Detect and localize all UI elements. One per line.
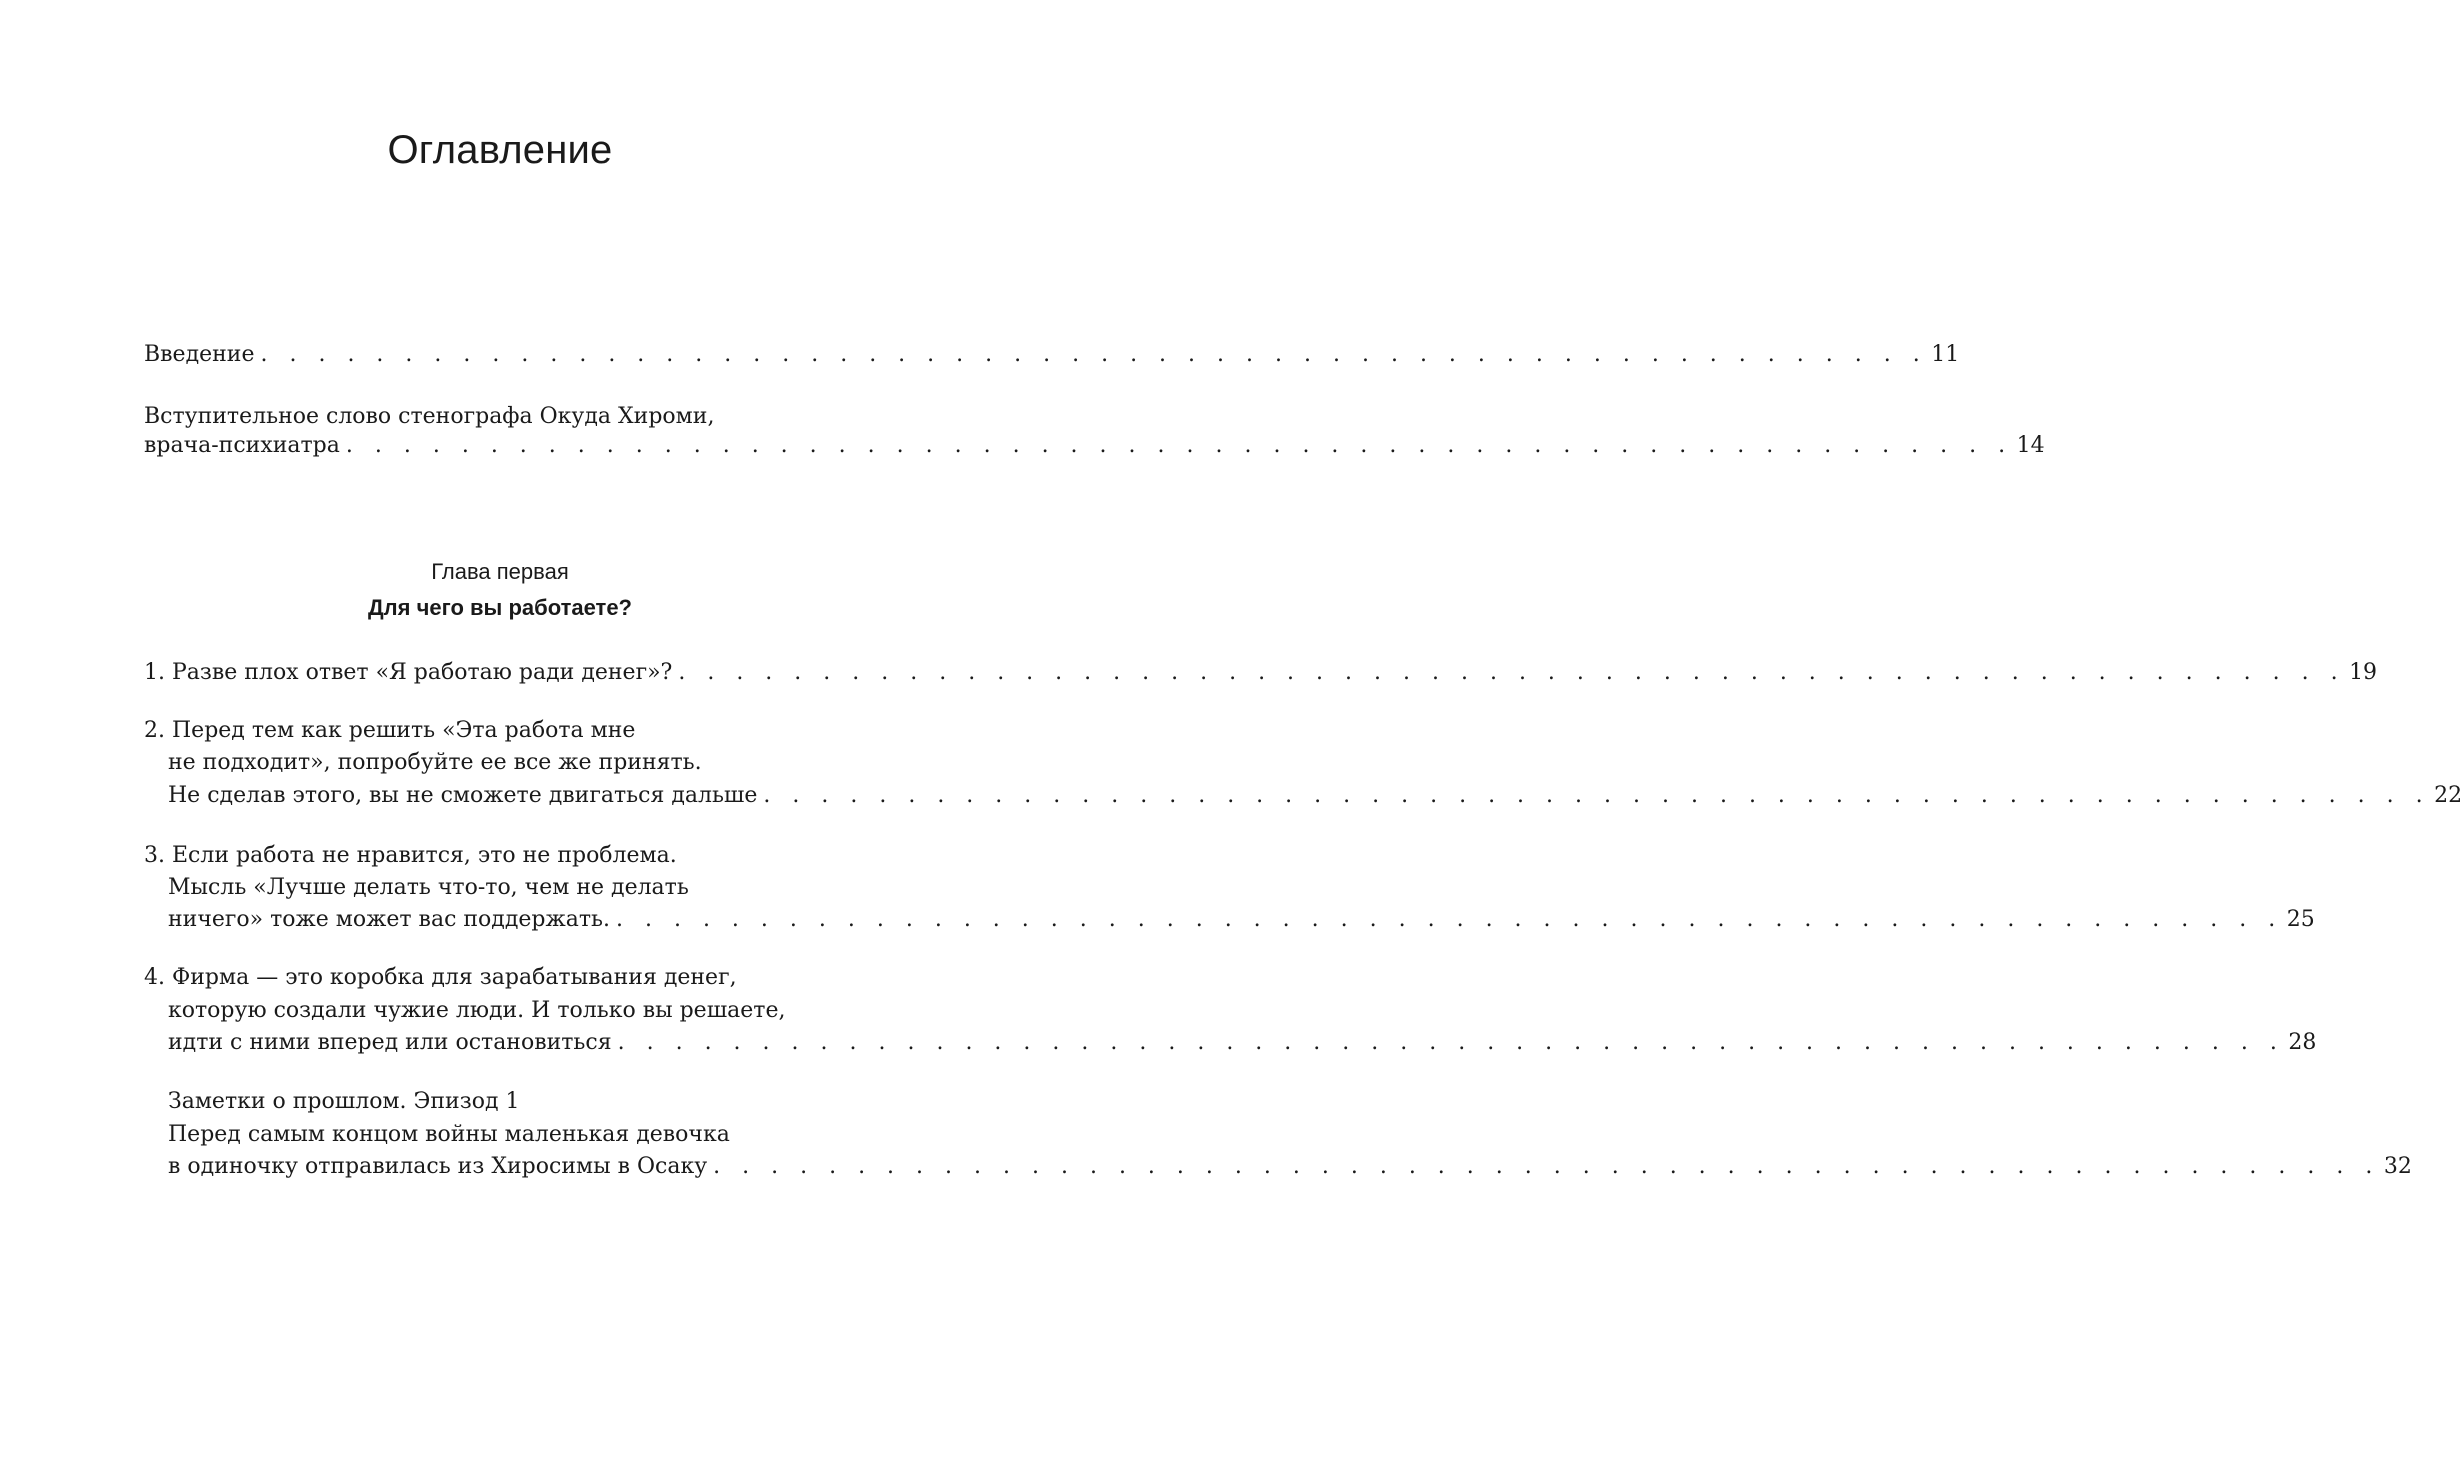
dot-leader: . . . . . . . . . . . . . . . . . . . . . . . . . . . . . . . . . . . . . . . . . . . . . . . . . . . . . . . . . . — [615, 907, 2283, 932]
toc-page-number: 11 — [1931, 342, 1960, 367]
toc-entry-4-line[interactable]: которую создали чужие люди. И только вы решаете, — [168, 998, 786, 1023]
toc-entry-2-line[interactable]: не подходит», попробуйте ее все же принять. — [168, 750, 702, 775]
toc-episode-line[interactable]: Перед самым концом войны маленькая девочка — [168, 1122, 730, 1147]
toc-page-number: 22 — [2434, 783, 2462, 808]
dot-leader: . . . . . . . . . . . . . . . . . . . . . . . . . . . . . . . . . . . . . . . . . . . . . . . . . . . . . . . . . . — [345, 433, 2013, 458]
toc-entry-foreword-line[interactable]: Вступительное слово стенографа Окуда Хироми, — [144, 404, 715, 429]
dot-leader: . . . . . . . . . . . . . . . . . . . . . . . . . . . . . . . . . . . . . . . . . . . . . . . . . . . . . . . . . . — [713, 1154, 2380, 1179]
toc-page-number: 28 — [2288, 1030, 2317, 1055]
dot-leader: . . . . . . . . . . . . . . . . . . . . . . . . . . . . . . . . . . . . . . . . . . . . . . . . . . . . . . . . . . — [678, 660, 2346, 685]
toc-entry-4-line[interactable]: 4. Фирма — это коробка для зарабатывания денег, — [144, 965, 737, 990]
dot-leader: . . . . . . . . . . . . . . . . . . . . . . . . . . . . . . . . . . . . . . . . . . . . . . . . . . . . . . . . . . — [617, 1030, 2285, 1055]
toc-episode-1[interactable] — [168, 1152, 2412, 1182]
toc-entry-title: идти с ними вперед или остановиться — [168, 1030, 612, 1055]
toc-entry-title: 1. Разве плох ответ «Я работаю ради денег»? — [144, 660, 673, 685]
chapter-title: Для чего вы работаете? — [367, 595, 632, 620]
toc-entry-title: ничего» тоже может вас поддержать. — [168, 907, 610, 932]
toc-page-number: 19 — [2349, 660, 2378, 685]
dot-leader: . . . . . . . . . . . . . . . . . . . . . . . . . . . . . . . . . . . . . . . . . . . . . . . . . . . . . . . . . . — [763, 783, 2431, 808]
toc-entry-3-line[interactable]: 3. Если работа не нравится, это не проблема. — [144, 843, 677, 868]
toc-entry-1[interactable] — [144, 658, 2378, 688]
toc-entry-title: Не сделав этого, вы не сможете двигаться дальше — [168, 783, 758, 808]
toc-entry-title: в одиночку отправилась из Хиросимы в Осаку — [168, 1154, 708, 1179]
toc-page-number: 14 — [2016, 433, 2045, 458]
toc-page-number: 25 — [2286, 907, 2315, 932]
toc-entry-3-line[interactable]: Мысль «Лучше делать что-то, чем не делать — [168, 875, 689, 900]
toc-page-number: 32 — [2383, 1154, 2412, 1179]
toc-entry-title: Введение — [144, 342, 255, 367]
toc-entry-3[interactable] — [168, 905, 2315, 935]
toc-episode-line[interactable]: Заметки о прошлом. Эпизод 1 — [168, 1089, 520, 1114]
page-title: Оглавление — [387, 128, 613, 172]
toc-entry-title: врача-психиатра — [144, 433, 340, 458]
toc-entry-2-line[interactable]: 2. Перед тем как решить «Эта работа мне — [144, 718, 636, 743]
dot-leader: . . . . . . . . . . . . . . . . . . . . . . . . . . . . . . . . . . . . . . . . . . . . . . . . . . . . . . . . . . — [260, 342, 1928, 367]
toc-entry-4[interactable] — [168, 1028, 2317, 1058]
chapter-label: Глава первая — [431, 559, 569, 584]
toc-entry-2[interactable] — [168, 781, 2462, 811]
toc-entry-foreword[interactable] — [144, 431, 2045, 461]
toc-entry-introduction[interactable] — [144, 340, 1960, 370]
